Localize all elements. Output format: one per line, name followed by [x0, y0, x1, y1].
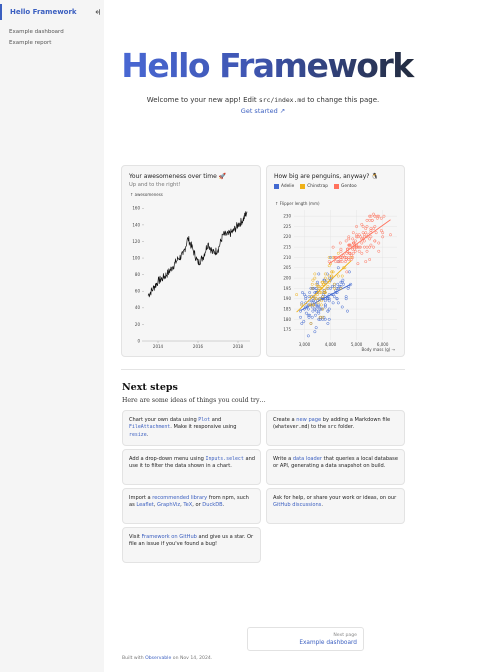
scatter-point [305, 312, 307, 314]
scatter-point [336, 283, 338, 285]
y-tick-label: 175 [283, 327, 291, 333]
tip-text-part: from npm, such as [129, 495, 249, 509]
y-tick-label: 190 [283, 296, 291, 302]
tip-text-part: Ask for help, or share your work or ideas, on our [273, 495, 397, 501]
scatter-point [374, 240, 376, 242]
tip-text-part: , [153, 502, 157, 509]
awesomeness-chart-card [121, 165, 261, 357]
tip-text-part: Create a [273, 417, 297, 423]
next-page-label: Next page [333, 633, 357, 638]
hero-subtitle [104, 96, 422, 104]
next-page-title: Example dashboard [299, 640, 357, 646]
scatter-point [315, 326, 317, 328]
x-tick-label: 2016 [192, 344, 204, 349]
x-tick-label: 5,000 [350, 342, 363, 347]
tip-text-part: and give us a star. Or file an issue if you've found a bug! [129, 534, 254, 548]
scatter-point [337, 275, 339, 277]
tip-text-part: and [210, 417, 222, 423]
y-axis-label: ↑ awesomeness [130, 192, 163, 197]
tip-text-part: Visit [129, 534, 142, 540]
x-tick-label: 4,000 [324, 342, 337, 347]
scatter-point [354, 240, 356, 242]
tip-text [129, 456, 256, 471]
resize-link[interactable]: resize [129, 431, 147, 438]
scatter-point [389, 234, 391, 236]
scatter-point [320, 304, 322, 306]
new-page-link[interactable]: new page [296, 417, 322, 423]
y-tick-label: 225 [283, 223, 291, 229]
scatter-point [361, 242, 363, 244]
legend-label: Adelie [281, 184, 295, 189]
tip-code: whatever.md [275, 424, 308, 431]
y-tick-label: 20 [134, 321, 140, 327]
observable-link[interactable]: Observable [145, 656, 172, 661]
scatter-point [311, 316, 313, 318]
next-page-link[interactable] [247, 627, 364, 651]
tip-text-part: Add a drop-down menu using [129, 456, 206, 462]
x-tick-label: 6,000 [376, 342, 389, 347]
scatter-point [368, 238, 370, 240]
scatter-point [295, 293, 297, 295]
tip-text-part: . [146, 431, 149, 438]
scatter-point [328, 260, 330, 262]
sidebar-title-link[interactable]: Hello Framework [10, 8, 77, 16]
sidebar-item-example-report[interactable]: Example report [9, 40, 52, 46]
scatter-point [365, 227, 367, 229]
tip-text-part: , [180, 502, 184, 509]
tip-card-github [122, 527, 261, 563]
tip-text [129, 417, 256, 439]
legend-label: Chinstrap [307, 184, 328, 189]
scatter-point [310, 322, 312, 324]
tip-text [273, 495, 400, 510]
scatter-point [327, 310, 329, 312]
tip-text-part: Chart your own data using [129, 417, 199, 423]
scatter-point [299, 316, 301, 318]
tip-card-libraries [122, 488, 261, 524]
scatter-point [314, 331, 316, 333]
tip-text [273, 456, 400, 471]
scatter-point [335, 260, 337, 262]
scatter-point [301, 322, 303, 324]
y-tick-label: 120 [132, 238, 140, 244]
sidebar-toggle-icon[interactable] [93, 8, 101, 16]
scatter-point [327, 279, 329, 281]
github-discussions-link[interactable]: GitHub discussions [273, 502, 322, 509]
data-loader-link[interactable]: data loader [292, 456, 323, 462]
scatter-point [341, 306, 343, 308]
tip-text [129, 534, 256, 549]
inputs-select-link[interactable]: Inputs.select [205, 456, 244, 462]
scatter-point [365, 260, 367, 262]
scatter-point [371, 219, 373, 221]
footer-text-end: on Nov 14, 2024. [171, 656, 213, 661]
scatter-point [327, 322, 329, 324]
scatter-point [351, 238, 353, 240]
tip-text-part: . [222, 502, 225, 509]
scatter-point [352, 252, 354, 254]
legend-item-gentoo [334, 184, 357, 189]
tip-text-part: . [321, 502, 323, 509]
scatter-point [372, 227, 374, 229]
tip-text [129, 495, 256, 510]
y-tick-label: 160 [132, 205, 140, 211]
x-tick-label: 2018 [232, 344, 244, 349]
legend-swatch [300, 184, 305, 189]
y-tick-label: 180 [283, 316, 291, 322]
scatter-point [368, 258, 370, 260]
scatter-point [375, 232, 377, 234]
legend-item-adelie [274, 184, 294, 189]
chart-title: Your awesomeness over time 🚀 [129, 173, 227, 180]
hero-title: Hello Framework [104, 46, 430, 85]
y-tick-label: 60 [134, 288, 140, 294]
section-divider [121, 369, 405, 370]
x-tick-label: 3,000 [298, 342, 311, 347]
penguin-scatter-chart [267, 166, 406, 358]
scatter-point [312, 279, 314, 281]
legend-swatch [334, 184, 339, 189]
scatter-point [346, 310, 348, 312]
scatter-point [339, 242, 341, 244]
scatter-point [366, 219, 368, 221]
hero-subtitle-text-end: to change this page. [305, 96, 380, 104]
tip-text-part: , or [192, 502, 203, 509]
scatter-point [352, 232, 354, 234]
y-tick-label: 185 [283, 306, 291, 312]
tip-text-part: and use it to filter the data shown in a chart. [129, 456, 256, 470]
tip-card-plot [122, 410, 261, 446]
scatter-point [311, 283, 313, 285]
scatter-point [301, 291, 303, 293]
scatter-point [312, 310, 314, 312]
scatter-point [368, 219, 370, 221]
scatter-point [361, 252, 363, 254]
tip-card-help [266, 488, 405, 524]
scatter-point [332, 302, 334, 304]
y-tick-label: 100 [132, 255, 140, 261]
tex-link[interactable]: TeX [183, 502, 193, 509]
y-tick-label: 205 [283, 265, 291, 271]
y-tick-label: 40 [134, 305, 140, 311]
scatter-point [337, 252, 339, 254]
x-axis-label: Body mass (g) → [361, 347, 395, 352]
tip-text-part: by adding a Markdown file ( [273, 417, 391, 431]
scatter-point [380, 217, 382, 219]
legend-item-chinstrap [300, 184, 328, 189]
sidebar-item-example-dashboard[interactable]: Example dashboard [9, 29, 64, 35]
footer [122, 656, 212, 661]
duckdb-link[interactable]: DuckDB [202, 502, 223, 509]
tip-text-part: ) to the [307, 424, 328, 431]
scatter-point [357, 262, 359, 264]
y-tick-label: 210 [283, 254, 291, 260]
scatter-point [314, 314, 316, 316]
tip-text-part: that queries a local database or API, generating a data snapshot on build. [273, 456, 398, 470]
scatter-point [308, 291, 310, 293]
tip-text-part: folder. [336, 424, 355, 431]
framework-github-link[interactable]: Framework on GitHub [141, 534, 197, 540]
chart-subtitle: Up and to the right! [129, 182, 181, 188]
y-tick-label: 200 [283, 275, 291, 281]
graphviz-link[interactable]: GraphViz [157, 502, 181, 509]
chart-title: How big are penguins, anyway? 🐧 [274, 173, 379, 180]
y-tick-label: 230 [283, 213, 291, 219]
scatter-point [363, 240, 365, 242]
footer-text: Built with [122, 656, 146, 661]
scatter-point [348, 271, 350, 273]
scatter-point [378, 242, 380, 244]
scatter-point [337, 302, 339, 304]
scatter-point [341, 275, 343, 277]
legend-swatch [274, 184, 279, 189]
y-tick-label: 80 [134, 272, 140, 278]
hero-subtitle-code: src/index.md [258, 96, 306, 104]
scatter-point [358, 250, 360, 252]
plot-link[interactable]: Plot [198, 417, 211, 423]
scatter-point [345, 240, 347, 242]
tip-text-part: Import a [129, 495, 153, 501]
scatter-point [307, 335, 309, 337]
next-steps-title: Next steps [122, 382, 178, 393]
sidebar-header [0, 4, 104, 20]
legend-label: Gentoo [340, 184, 357, 189]
tip-text-part: . Make it responsive using [170, 424, 237, 431]
scatter-point [314, 273, 316, 275]
fileattachment-link[interactable]: FileAttachment [129, 424, 171, 431]
scatter-point [346, 271, 348, 273]
get-started-link[interactable]: Get started ↗ [240, 107, 286, 115]
y-tick-label: 215 [283, 244, 291, 250]
penguin-chart-card [266, 165, 405, 357]
scatter-point [378, 250, 380, 252]
recommended-library-link[interactable]: recommended library [152, 495, 208, 501]
awesomeness-line-chart [122, 166, 262, 358]
scatter-point [318, 273, 320, 275]
scatter-point [366, 250, 368, 252]
tip-card-data-loader [266, 449, 405, 485]
tip-card-inputs-select [122, 449, 261, 485]
chart-legend [274, 184, 357, 189]
y-tick-label: 220 [283, 234, 291, 240]
y-axis-label: ↑ Flipper length (mm) [275, 201, 320, 206]
y-tick-label: 0 [137, 338, 140, 344]
tip-code: src [327, 424, 337, 431]
x-tick-label: 2014 [152, 344, 164, 349]
scatter-point [358, 234, 360, 236]
tip-card-new-page [266, 410, 405, 446]
scatter-point [341, 260, 343, 262]
tip-text-part: Write a [273, 456, 293, 462]
hero-subtitle-text: Welcome to your new app! Edit [146, 96, 259, 104]
series-line [148, 212, 247, 297]
tip-text [273, 417, 400, 432]
sidebar [0, 0, 104, 672]
y-tick-label: 140 [132, 222, 140, 228]
next-steps-subtitle: Here are some ideas of things you could try… [122, 397, 266, 404]
leaflet-link[interactable]: Leaflet [136, 502, 154, 509]
y-tick-label: 195 [283, 285, 291, 291]
